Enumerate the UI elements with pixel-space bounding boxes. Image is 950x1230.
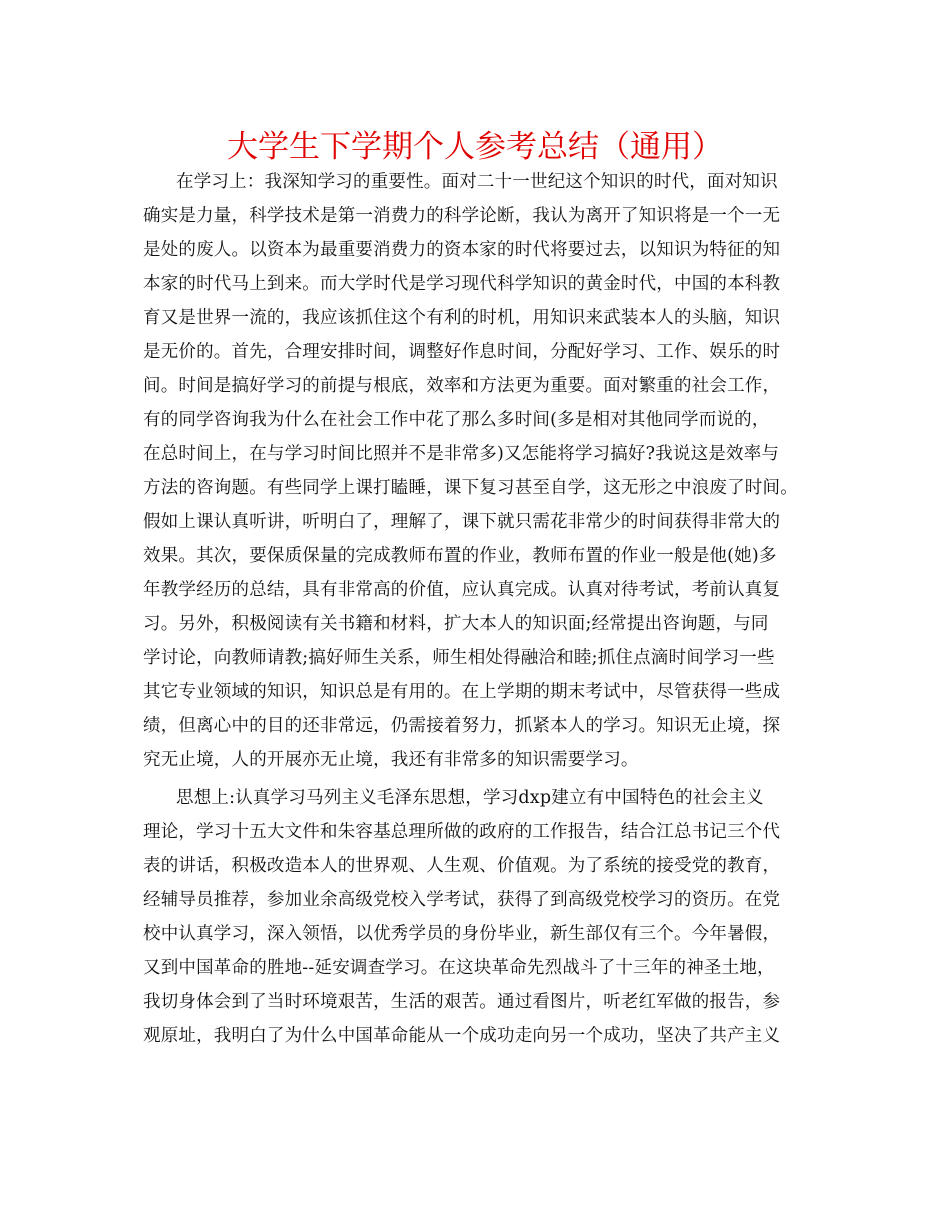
text-line: 校中认真学习，深入领悟，以优秀学员的身份毕业，新生部仅有三个。今年暑假， [143, 924, 781, 944]
text-line: 其它专业领域的知识，知识总是有用的。在上学期的期末考试中，尽管获得一些成 [143, 682, 781, 702]
text-line: 观原址，我明白了为什么中国革命能从一个成功走向另一个成功，坚决了共产主义 [143, 1026, 781, 1046]
text-line: 经辅导员推荐，参加业余高级党校入学考试，获得了到高级党校学习的资历。在党 [143, 890, 781, 910]
text-line: 是处的废人。以资本为最重要消费力的资本家的时代将要过去，以知识为特征的知 [143, 240, 781, 260]
text-line: 又到中国革命的胜地--延安调查学习。在这块革命先烈战斗了十三年的神圣土地， [143, 958, 775, 978]
text-line: 确实是力量，科学技术是第一消费力的科学论断，我认为离开了知识将是一个一无 [143, 206, 781, 226]
text-line: 绩，但离心中的目的还非常远，仍需接着努力，抓紧本人的学习。知识无止境，探 [143, 716, 781, 736]
text-line: 年教学经历的总结，具有非常高的价值，应认真完成。认真对待考试，考前认真复 [143, 580, 781, 600]
text-line: 思想上:认真学习马列主义毛泽东思想，学习dxp建立有中国特色的社会主义 [176, 788, 764, 808]
text-line: 习。另外，积极阅读有关书籍和材料，扩大本人的知识面;经常提出咨询题，与同 [143, 614, 769, 634]
text-line: 有的同学咨询我为什么在社会工作中花了那么多时间(多是相对其他同学而说的， [143, 410, 770, 430]
text-line: 理论，学习十五大文件和朱容基总理所做的政府的工作报告，结合江总书记三个代 [143, 822, 781, 842]
text-line: 间。时间是搞好学习的前提与根底，效率和方法更为重要。面对繁重的社会工作， [143, 376, 781, 396]
text-line: 方法的咨询题。有些同学上课打瞌睡，课下复习甚至自学，这无形之中浪废了时间。 [143, 478, 798, 498]
text-line: 究无止境，人的开展亦无止境，我还有非常多的知识需要学习。 [143, 750, 639, 770]
text-line: 本家的时代马上到来。而大学时代是学习现代科学知识的黄金时代，中国的本科教 [143, 274, 781, 294]
text-line: 学讨论，向教师请教;搞好师生关系，师生相处得融洽和睦;抓住点滴时间学习一些 [143, 648, 775, 668]
text-line: 效果。其次，要保质保量的完成教师布置的作业，教师布置的作业一般是他(她)多 [143, 546, 777, 566]
text-line: 我切身体会到了当时环境艰苦，生活的艰苦。通过看图片，听老红军做的报告，参 [143, 992, 781, 1012]
text-line: 在学习上：我深知学习的重要性。面对二十一世纪这个知识的时代，面对知识 [176, 172, 778, 192]
text-line: 育又是世界一流的，我应该抓住这个有利的时机，用知识来武装本人的头脑，知识 [143, 308, 781, 328]
text-line: 假如上课认真听讲，听明白了，理解了，课下就只需花非常少的时间获得非常大的 [143, 512, 781, 532]
text-line: 表的讲话，积极改造本人的世界观、人生观、价值观。为了系统的接受党的教育， [143, 856, 781, 876]
text-line: 是无价的。首先，合理安排时间，调整好作息时间，分配好学习、工作、娱乐的时 [143, 342, 781, 362]
document-title: 大学生下学期个人参考总结（通用） [227, 129, 723, 165]
text-line: 在总时间上，在与学习时间比照并不是非常多)又怎能将学习搞好?我说这是效率与 [143, 444, 780, 464]
